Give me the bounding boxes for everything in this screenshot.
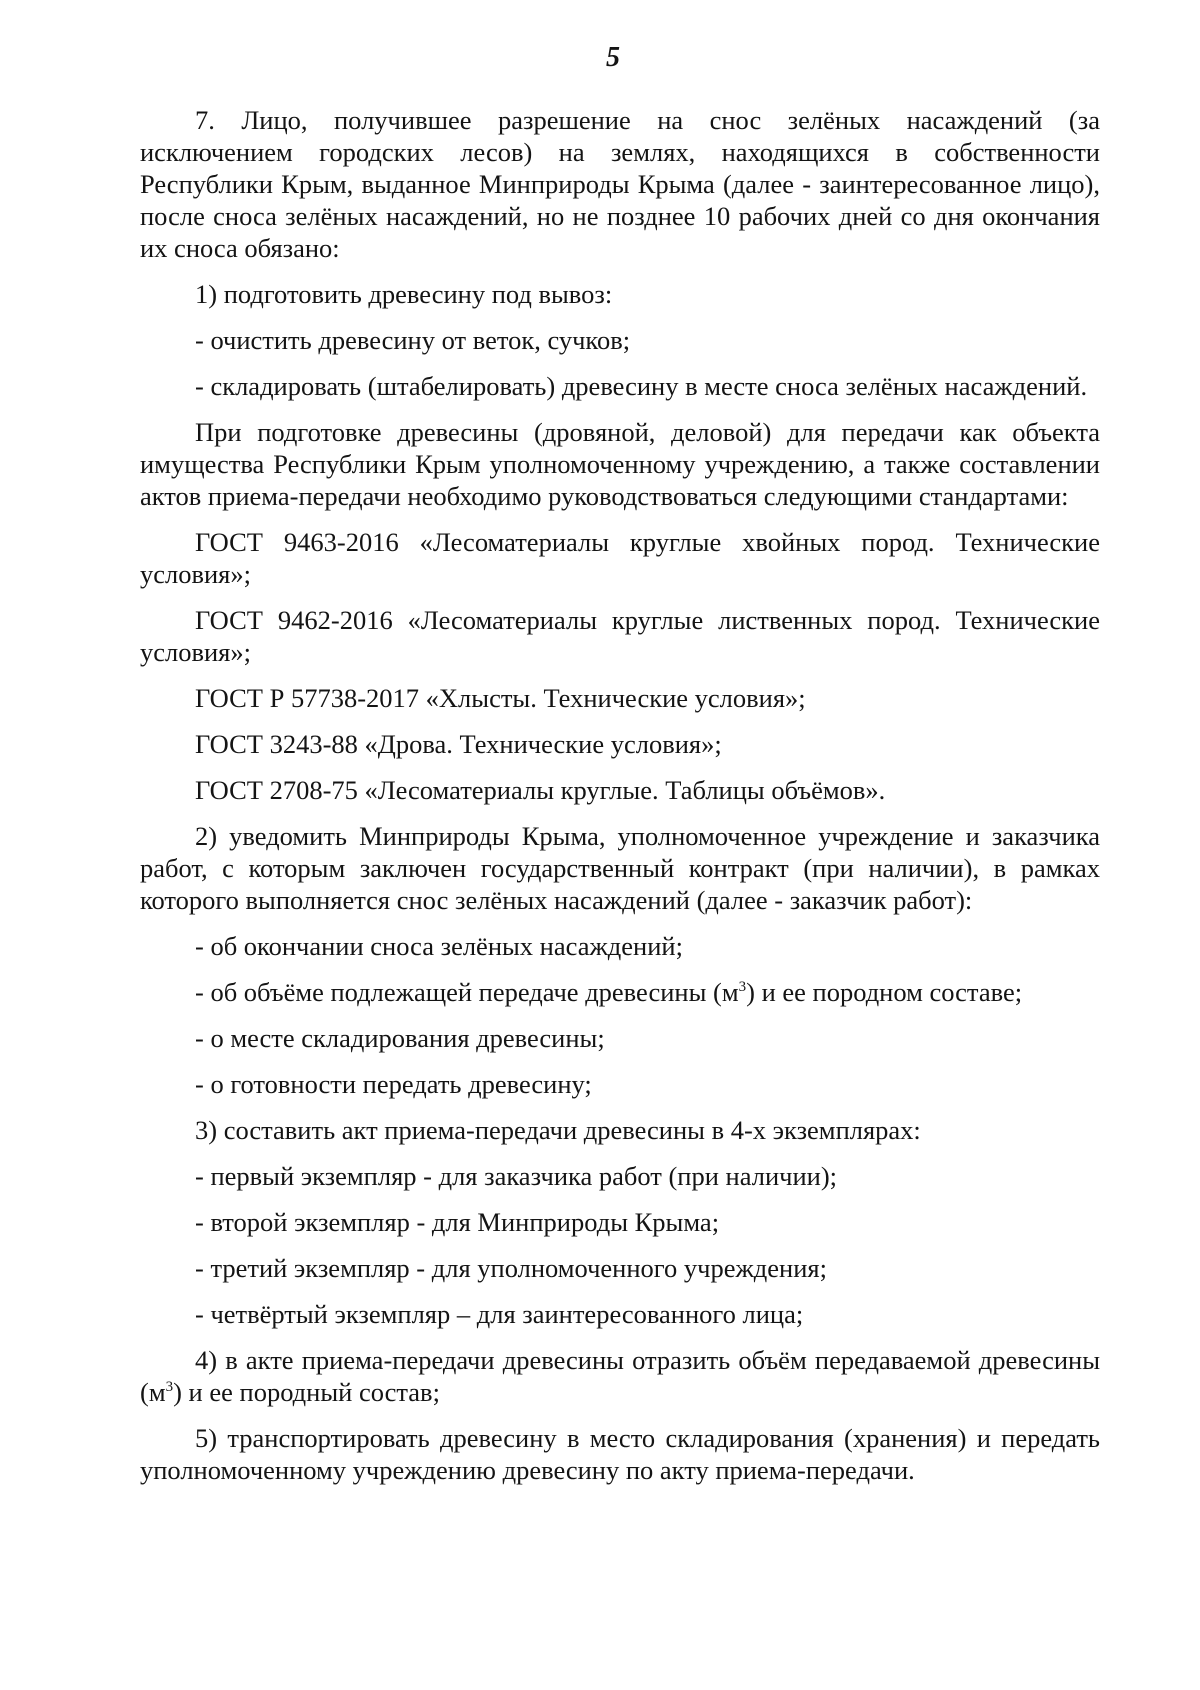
item-1-a: - очистить древесину от веток, сучков;: [195, 325, 631, 355]
gost-9462: ГОСТ 9462-2016 «Лесоматериалы круглые лиственных пород. Технические условия»;: [140, 605, 1100, 667]
item-3: 3) составить акт приема-передачи древесины в 4-х экземплярах:: [195, 1115, 921, 1145]
item-2: 2) уведомить Минприроды Крыма, уполномоченное учреждение и заказчика работ, с которым заключен государственный контракт (при наличии), в рамках которого выполняется снос зелёных насаждений (далее - заказчик работ):: [140, 821, 1100, 915]
gost-2708: ГОСТ 2708-75 «Лесоматериалы круглые. Таблицы объёмов».: [195, 775, 886, 805]
item-4-text-before: 4) в акте приема-передачи древесины отразить объём передаваемой древесины (м: [140, 1345, 1100, 1407]
item-4-superscript: 3: [165, 1379, 174, 1396]
item-2-c: - о месте складирования древесины;: [195, 1023, 605, 1053]
item-1-b: - складировать (штабелировать) древесину в месте сноса зелёных насаждений.: [195, 371, 1088, 401]
item-4: [140, 1344, 1100, 1408]
gost-9463: ГОСТ 9463-2016 «Лесоматериалы круглые хвойных пород. Технические условия»;: [140, 527, 1100, 589]
gost-3243: ГОСТ 3243-88 «Дрова. Технические условия»;: [195, 729, 722, 759]
gost-r-57738: ГОСТ Р 57738-2017 «Хлысты. Технические условия»;: [195, 683, 806, 713]
document-body: [140, 104, 1100, 1500]
item-2-a: - об окончании сноса зелёных насаждений;: [195, 931, 683, 961]
item-2-d: - о готовности передать древесину;: [195, 1069, 592, 1099]
item-2-b-text-after: ) и ее породном составе;: [746, 977, 1023, 1007]
page-number: 5: [606, 42, 620, 73]
standards-intro: При подготовке древесины (дровяной, деловой) для передачи как объекта имущества Республики Крым уполномоченному учреждению, а также составлении актов приема-передачи необходимо руководствоваться следующими стандартами:: [140, 417, 1100, 511]
item-4-text-after: ) и ее породный состав;: [173, 1377, 440, 1407]
item-5: 5) транспортировать древесину в место складирования (хранения) и передать уполномоченному учреждению древесину по акту приема-передачи.: [140, 1423, 1100, 1485]
item-3-c: - третий экземпляр - для уполномоченного учреждения;: [195, 1253, 827, 1283]
item-2-b: [140, 976, 1100, 1008]
item-3-b: - второй экземпляр - для Минприроды Крыма;: [195, 1207, 720, 1237]
paragraph-7-intro: 7. Лицо, получившее разрешение на снос зелёных насаждений (за исключением городских лесов) на землях, находящихся в собственности Республики Крым, выданное Минприроды Крыма (далее - заинтересованное лицо), после сноса зелёных насаждений, но не позднее 10 рабочих дней со дня окончания их сноса обязано:: [140, 105, 1100, 263]
item-2-b-superscript: 3: [738, 979, 747, 996]
item-2-b-text-before: - об объёме подлежащей передаче древесины (м: [195, 977, 739, 1007]
item-3-d: - четвёртый экземпляр – для заинтересованного лица;: [195, 1299, 804, 1329]
item-1: 1) подготовить древесину под вывоз:: [195, 279, 613, 309]
item-3-a: - первый экземпляр - для заказчика работ (при наличии);: [195, 1161, 838, 1191]
